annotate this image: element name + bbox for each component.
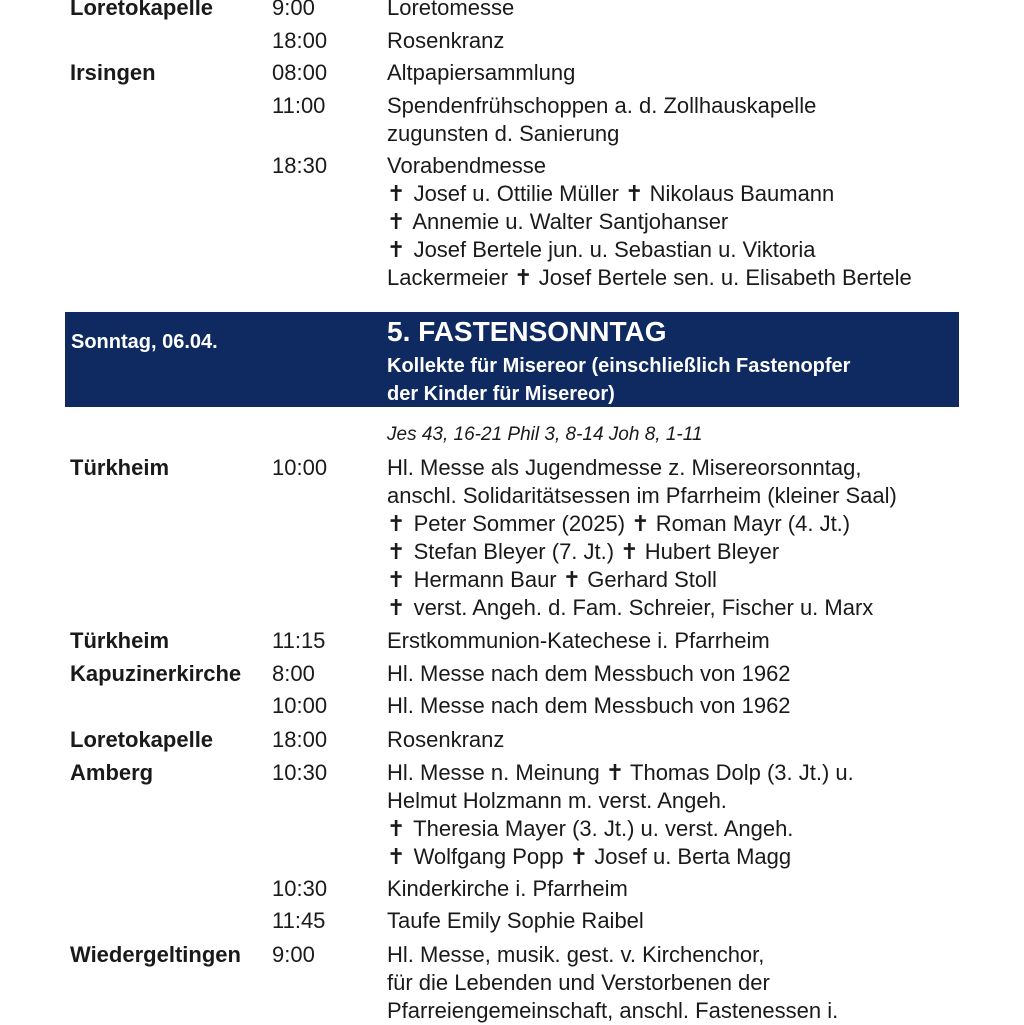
entry-description — [387, 152, 987, 292]
entry-line: Erstkommunion-Katechese i. Pfarrheim — [387, 628, 770, 653]
header-subtitle — [387, 352, 850, 408]
entry-line-memorial: ✝ Hermann Baur ✝ Gerhard Stoll — [387, 567, 717, 592]
entry-line: Loretomesse — [387, 0, 515, 20]
entry-line: zugunsten d. Sanierung — [387, 121, 620, 146]
entry-time: 11:00 — [272, 93, 326, 118]
entry-place: Loretokapelle — [70, 0, 214, 20]
entry-line-memorial: ✝ Theresia Mayer (3. Jt.) u. verst. Angeh. — [387, 816, 794, 841]
sunday-header-band — [65, 312, 959, 407]
cross-icon: ✝ — [387, 567, 406, 592]
entry-time: 08:00 — [272, 60, 328, 85]
header-title: 5. FASTENSONNTAG — [387, 316, 667, 347]
entry-place: Loretokapelle — [70, 727, 214, 752]
header-subtitle-line: der Kinder für Misereor) — [387, 383, 615, 405]
entry-line-memorial: ✝ Josef Bertele jun. u. Sebastian u. Viktoria — [387, 237, 816, 262]
entry-line: Hl. Messe als Jugendmesse z. Misereorsonntag, — [387, 455, 862, 480]
entry-line: Rosenkranz — [387, 727, 505, 752]
entry-line: Altpapiersammlung — [387, 60, 576, 85]
cross-icon: ✝ — [387, 816, 406, 841]
entry-description — [387, 759, 987, 871]
entry-place: Türkheim — [70, 628, 170, 653]
entry-line: Pfarreiengemeinschaft, anschl. Fastenessen i. — [387, 998, 839, 1023]
cross-icon: ✝ — [387, 237, 406, 262]
entry-line: anschl. Solidaritätsessen im Pfarrheim (kleiner Saal) — [387, 483, 897, 508]
entry-description — [387, 726, 987, 754]
entry-line: für die Lebenden und Verstorbenen der — [387, 970, 770, 995]
entry-place: Amberg — [70, 760, 154, 785]
entry-time: 11:45 — [272, 908, 326, 933]
entry-line-memorial: ✝ Annemie u. Walter Santjohanser — [387, 209, 729, 234]
bible-readings: Jes 43, 16-21 Phil 3, 8-14 Joh 8, 1-11 — [387, 424, 703, 445]
entry-description — [387, 941, 987, 1025]
entry-time: 10:00 — [272, 455, 328, 480]
entry-line: Kinderkirche i. Pfarrheim — [387, 876, 628, 901]
entry-line: Spendenfrühschoppen a. d. Zollhauskapelle — [387, 93, 817, 118]
entry-time: 11:15 — [272, 628, 326, 653]
cross-icon: ✝ — [387, 595, 406, 620]
entry-line: Vorabendmesse — [387, 153, 546, 178]
entry-description — [387, 660, 987, 688]
entry-time: 9:00 — [272, 0, 315, 20]
entry-line-memorial: ✝ Josef u. Ottilie Müller ✝ Nikolaus Baumann — [387, 181, 835, 206]
entry-description — [387, 692, 987, 720]
entry-line-memorial: ✝ Peter Sommer (2025) ✝ Roman Mayr (4. Jt.) — [387, 511, 851, 536]
entry-description — [387, 875, 987, 903]
entry-line: Hl. Messe n. Meinung ✝ Thomas Dolp (3. Jt.) u. — [387, 760, 854, 785]
entry-line: Rosenkranz — [387, 28, 505, 53]
entry-description — [387, 0, 987, 22]
entry-line: Helmut Holzmann m. verst. Angeh. — [387, 788, 727, 813]
entry-place: Türkheim — [70, 455, 170, 480]
entry-time: 9:00 — [272, 942, 315, 967]
entry-line-memorial: ✝ verst. Angeh. d. Fam. Schreier, Fischer u. Marx — [387, 595, 874, 620]
entry-description — [387, 454, 987, 622]
entry-line: Lackermeier ✝ Josef Bertele sen. u. Elisabeth Bertele — [387, 265, 912, 290]
entry-time: 8:00 — [272, 661, 315, 686]
cross-icon: ✝ — [387, 539, 406, 564]
entry-line: Hl. Messe nach dem Messbuch von 1962 — [387, 661, 791, 686]
entry-description — [387, 59, 987, 87]
entry-line: Taufe Emily Sophie Raibel — [387, 908, 644, 933]
entry-time: 18:30 — [272, 153, 328, 178]
header-subtitle-line: Kollekte für Misereor (einschließlich Fastenopfer — [387, 355, 851, 377]
entry-time: 10:30 — [272, 760, 328, 785]
entry-place: Irsingen — [70, 60, 156, 85]
entry-line-memorial: ✝ Stefan Bleyer (7. Jt.) ✝ Hubert Bleyer — [387, 539, 780, 564]
entry-description — [387, 907, 987, 935]
entry-line: Hl. Messe nach dem Messbuch von 1962 — [387, 693, 791, 718]
entry-line: Hl. Messe, musik. gest. v. Kirchenchor, — [387, 942, 765, 967]
entry-place: Kapuzinerkirche — [70, 661, 242, 686]
entry-description — [387, 92, 987, 148]
entry-time: 18:00 — [272, 727, 328, 752]
entry-time: 18:00 — [272, 28, 328, 53]
header-day: Sonntag, 06.04. — [71, 331, 218, 353]
entry-line-memorial: ✝ Wolfgang Popp ✝ Josef u. Berta Magg — [387, 844, 792, 869]
entry-time: 10:30 — [272, 876, 328, 901]
entry-description — [387, 627, 987, 655]
entry-place: Wiedergeltingen — [70, 942, 241, 967]
entry-description — [387, 27, 987, 55]
cross-icon: ✝ — [387, 181, 406, 206]
cross-icon: ✝ — [387, 209, 406, 234]
cross-icon: ✝ — [387, 844, 406, 869]
entry-time: 10:00 — [272, 693, 328, 718]
cross-icon: ✝ — [387, 511, 406, 536]
